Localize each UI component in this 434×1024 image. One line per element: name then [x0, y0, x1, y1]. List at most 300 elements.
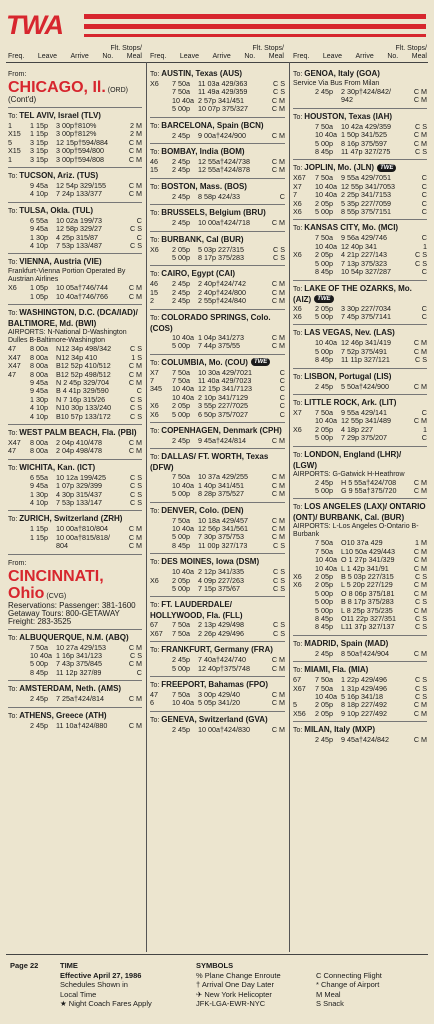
destination-name: COLUMBIA, Mo.: [161, 357, 223, 367]
flight-stops-meal: C M: [271, 435, 285, 445]
flight-arrive-no: 10 00a†424/830: [198, 724, 250, 734]
destination-block: [293, 395, 427, 447]
flight-freq: [293, 131, 315, 139]
destination-name: FREEPORT, Bahamas: [161, 680, 244, 690]
destination-name: COPENHAGEN, Denmark: [161, 425, 258, 435]
destination-code: (BWI): [75, 319, 97, 329]
flight-arrive-no: 7 25a†424/814: [56, 694, 104, 704]
to-label: To:: [8, 634, 20, 642]
flight-stops-meal: C M: [271, 287, 285, 297]
flight-arrive-no: 7 43p 375/845: [56, 659, 102, 669]
flight-stops-meal: C M: [128, 541, 142, 551]
flight-arrive-no: 2 04p 498/478: [56, 446, 102, 456]
flight-row: [293, 268, 427, 276]
destination-code: (AUS): [219, 69, 243, 78]
flight-freq: 47: [8, 344, 16, 354]
flight-stops-meal: C M: [128, 181, 142, 191]
flight-freq: [293, 234, 315, 242]
destination-name: VIENNA, Austria: [19, 257, 82, 267]
destination-code: (LAS): [373, 328, 395, 338]
destination-block: [293, 109, 427, 161]
flight-freq: [150, 219, 172, 227]
flight-freq: [293, 383, 315, 391]
destination-block: [150, 118, 285, 144]
flight-leave: 5 00p: [315, 605, 333, 615]
flight-leave: 8 00a: [30, 352, 48, 362]
destination-name: WASHINGTON, D.C. (DCA/IAD)/ BALTIMORE, Md.: [8, 308, 138, 329]
destination-name: DENVER, Colo.: [161, 505, 220, 515]
flight-leave: 2 05p: [172, 244, 190, 254]
flight-leave: 5 00p: [172, 341, 190, 351]
flight-row: [293, 736, 427, 744]
flight-freq: [150, 97, 172, 105]
destination-name: MILAN, Italy: [304, 725, 351, 735]
destination-title: [293, 372, 427, 383]
destination-name: DALLAS/ FT. WORTH, Texas: [161, 452, 269, 462]
flight-stops-meal: C S: [273, 79, 285, 88]
flight-leave: 10 40a: [315, 181, 337, 191]
to-label: To:: [150, 122, 162, 130]
symbols-legend: [196, 961, 281, 1009]
flight-leave: 8 00a: [30, 344, 48, 354]
flight-freq: [8, 482, 30, 490]
flight-stops-meal: C M: [413, 138, 427, 148]
flight-leave: 2 05p: [172, 575, 190, 585]
destination-code: (ZRH): [100, 514, 123, 524]
flight-freq: 2: [150, 296, 154, 306]
flight-arrive-no: 12 55p 341/7053: [341, 181, 395, 191]
flight-leave: 2 45p: [172, 279, 190, 289]
flight-freq: 67: [293, 675, 301, 685]
col-header-freq: Freq.: [8, 53, 25, 60]
flight-leave: 10 40a: [315, 190, 337, 200]
flight-freq: [150, 585, 172, 593]
destination-code: (AIZ): [293, 294, 312, 304]
flight-arrive-no: 10 27a 429/153: [56, 642, 106, 652]
flight-stops-meal: C: [421, 303, 427, 313]
destination-name: ALBUQUERQUE, N.M.: [19, 632, 104, 642]
origin-from-label: From:: [8, 71, 27, 78]
flight-stops-meal: C S: [273, 540, 285, 550]
destination-block: [293, 66, 427, 109]
flight-stops-meal: C: [421, 433, 427, 443]
flight-freq: 15: [150, 165, 158, 175]
to-label: To:: [293, 727, 305, 735]
flight-leave: 5 00p: [315, 485, 333, 495]
flight-leave: 2 05p: [315, 303, 333, 313]
flight-leave: 7 50a: [172, 628, 190, 638]
flight-leave: 9 45a: [30, 224, 48, 234]
symbol-line: JFK-LGA-EWR-NYC: [196, 999, 266, 1008]
to-label: To:: [293, 640, 305, 648]
flight-arrive-no: 7 30p 375/753: [198, 532, 244, 542]
flight-stops-meal: C M: [413, 605, 427, 615]
destination-code: (MCI): [378, 223, 399, 233]
destination-block: [150, 597, 285, 642]
flight-freq: 46: [150, 157, 158, 167]
flight-freq: [293, 548, 315, 556]
flight-stops-meal: C M: [271, 104, 285, 114]
flight-arrive-no: B 5 03p 227/315: [341, 572, 394, 581]
to-label: To:: [293, 330, 305, 338]
flight-row: [8, 242, 142, 250]
destination-block: [150, 66, 285, 118]
col-header-arrive: Arrive: [70, 53, 89, 60]
flight-leave: 8 45p: [315, 147, 333, 157]
flight-arrive-no: 10 05a†746/744: [56, 283, 108, 293]
flight-leave: 8 00a: [30, 369, 48, 379]
flight-leave: 1 30p: [30, 232, 48, 242]
flight-arrive-no: O 1 27p 341/329: [341, 555, 395, 565]
flight-freq: [8, 242, 30, 250]
flight-stops-meal: C: [279, 367, 285, 377]
flight-freq: X15: [8, 146, 21, 156]
flight-arrive-no: B10 57p 133/172: [56, 411, 111, 421]
flight-arrive-no: 1 16p 341/123: [56, 651, 102, 660]
symbol-line: M Meal: [316, 989, 341, 999]
flight-freq: [8, 234, 30, 242]
col-header-arrive: Arrive: [212, 53, 231, 60]
destination-block: [293, 636, 427, 662]
destination-title: [293, 69, 427, 80]
time-legend: [60, 961, 152, 1009]
to-label: To:: [8, 259, 20, 267]
flight-stops-meal: C M: [271, 515, 285, 525]
header-stripe: [84, 24, 426, 29]
destination-note: Frankfurt-Vienna Portion Operated By Austrian Airlines: [8, 268, 126, 284]
flight-arrive-no: 12 40p 341: [341, 241, 377, 251]
flight-arrive-no: 12 15p 341/7123: [198, 384, 252, 394]
flight-freq: [150, 726, 172, 734]
flight-leave: 1 15p: [30, 532, 48, 542]
flight-stops-meal: C M: [271, 532, 285, 542]
flight-leave: 2 45p: [172, 191, 190, 201]
flight-row: [293, 383, 427, 391]
column-divider: [289, 62, 290, 952]
destination-name: BURBANK, Cal: [161, 234, 219, 244]
destination-block: [293, 220, 427, 280]
schedule-column-3: [293, 66, 427, 952]
flight-stops-meal: C M: [128, 694, 142, 704]
flight-arrive-no: 9 55a 429/141: [341, 407, 387, 417]
flight-leave: 2 05p: [315, 198, 333, 208]
flight-leave: 2 45p: [172, 157, 190, 167]
flight-arrive-no: 7 24p 133/377: [56, 189, 102, 199]
flight-stops-meal: C M: [413, 700, 427, 710]
to-label: To:: [150, 183, 162, 191]
flight-leave: 10 40a: [315, 130, 337, 140]
flight-leave: 6 55a: [30, 215, 48, 225]
flight-arrive-no: 4 25p 315/87: [56, 232, 98, 242]
flight-freq: [8, 695, 30, 703]
flight-freq: [293, 556, 315, 564]
flight-arrive-no: B12 52p 498/512: [56, 369, 111, 379]
destination-name: LONDON, England (LHR)/ (LGW): [293, 449, 402, 470]
destination-code: (BRU): [243, 208, 266, 218]
flight-row: [293, 650, 427, 658]
flight-leave: 7 50a: [172, 472, 190, 482]
flight-stops-meal: 1: [423, 241, 427, 251]
flight-stops-meal: C: [421, 233, 427, 243]
flight-stops-meal: C M: [271, 698, 285, 708]
flight-stops-meal: C S: [415, 622, 427, 632]
origin-city-name: CHICAGO, Il.: [8, 79, 106, 96]
twe-badge-icon: TWE: [377, 164, 396, 172]
destination-code: (CAI): [215, 269, 236, 279]
destination-code: (DFW): [150, 463, 174, 473]
flight-arrive-no: 12 55a†424/878: [198, 165, 250, 175]
flight-freq: X6: [293, 424, 302, 434]
to-label: To:: [293, 225, 305, 233]
to-label: To:: [150, 149, 162, 157]
flight-arrive-no: 2 40p†424/800: [198, 287, 246, 297]
destination-name: TULSA, Okla.: [19, 205, 70, 215]
destination-block: [8, 254, 142, 305]
flight-row: [150, 585, 285, 593]
flight-leave: 7 50a: [315, 407, 333, 417]
flight-leave: 7 50a: [172, 690, 190, 700]
flight-stops-meal: C S: [130, 497, 142, 507]
flight-stops-meal: C M: [271, 296, 285, 306]
flight-stops-meal: C M: [128, 291, 142, 301]
flight-leave: 10 40a: [172, 698, 194, 708]
to-label: To:: [293, 113, 305, 121]
flight-stops-meal: C: [136, 667, 142, 677]
destination-title: [150, 506, 285, 517]
flight-leave: 7 50a: [315, 233, 333, 243]
flight-freq: [8, 379, 30, 387]
flight-arrive-no: H 5 55a†424/708: [341, 477, 397, 487]
col-header-leave: Leave: [37, 53, 57, 60]
flight-freq: 1: [8, 121, 12, 130]
flight-arrive-no: 804: [56, 541, 68, 551]
column-divider: [146, 62, 147, 952]
flight-leave: 9 45a: [30, 377, 48, 387]
destination-name: KANSAS CITY, Mo.: [304, 223, 376, 233]
symbol-line: S Snack: [316, 999, 344, 1008]
flight-leave: 5 00p: [315, 588, 333, 598]
flight-stops-meal: C S: [415, 614, 427, 624]
flight-leave: 7 50a: [172, 375, 190, 385]
destination-name: BOMBAY, India: [161, 147, 219, 157]
origin-city-code: (ORD): [107, 87, 128, 94]
destination-note: AIRPORTS: G-Gatwick H-Heathrow: [293, 470, 405, 478]
origin-from-label: From:: [8, 559, 27, 567]
flight-freq: 47: [8, 446, 16, 456]
flight-stops-meal: C: [421, 267, 427, 277]
flight-stops-meal: C: [136, 386, 142, 396]
flight-arrive-no: 10 00a†424/718: [198, 218, 250, 228]
flight-freq: [150, 193, 172, 201]
to-label: To:: [8, 310, 20, 318]
flight-freq: 7: [293, 190, 297, 200]
flight-freq: [8, 525, 30, 533]
flight-stops-meal: 1 M: [415, 538, 427, 548]
origin-city-name: CINCINNATI, Ohio: [8, 567, 104, 602]
flight-freq: [8, 217, 30, 225]
flight-stops-meal: C M: [271, 724, 285, 734]
flight-arrive-no: 4 21p 227/143: [341, 250, 387, 260]
flight-stops-meal: C: [421, 207, 427, 217]
flight-freq: [8, 644, 30, 652]
flight-row: [150, 219, 285, 227]
flight-row: [150, 630, 285, 638]
destination-block: [8, 555, 142, 630]
flight-stops-meal: C M: [271, 279, 285, 289]
flight-stops-meal: 2 M: [130, 129, 142, 139]
flight-leave: 2 45p: [315, 87, 333, 96]
destination-code: (DSM): [236, 557, 260, 567]
to-label: To:: [150, 647, 162, 655]
flight-leave: 10 40a: [315, 416, 337, 426]
destination-code: (FPO): [246, 680, 269, 690]
flight-leave: 5 00p: [315, 138, 333, 148]
flight-leave: 4 10p: [30, 189, 48, 199]
flight-freq: [293, 140, 315, 148]
flight-freq: X6: [293, 311, 302, 321]
flight-row: [8, 190, 142, 198]
flight-stops-meal: C M: [413, 735, 427, 745]
col-header-no: No.: [244, 53, 256, 60]
flight-freq: [150, 473, 172, 481]
flight-freq: [150, 342, 172, 350]
destination-name: MADRID, Spain: [304, 638, 363, 648]
flight-arrive-no: 12 46p 341/419: [341, 338, 391, 348]
flight-stops-meal: C M: [413, 381, 427, 391]
destination-code: (BCN): [240, 120, 264, 130]
flight-leave: 8 00a: [30, 446, 48, 456]
flight-freq: 345: [150, 384, 162, 394]
flight-leave: [30, 542, 56, 550]
flight-stops-meal: C M: [271, 655, 285, 665]
flight-freq: [150, 88, 172, 96]
flight-arrive-no: 3 55p 227/7025: [198, 401, 248, 411]
flight-arrive-no: G 9 55a†375/720: [341, 485, 397, 495]
flight-freq: [8, 491, 30, 499]
origin-city-block: [8, 558, 142, 626]
flight-stops-meal: C: [136, 215, 142, 225]
destination-code: (TLV): [81, 111, 101, 120]
flight-row: [150, 542, 285, 550]
destination-block: [150, 554, 285, 597]
flight-row: [293, 356, 427, 364]
flight-stops-meal: C M: [271, 165, 285, 175]
flight-arrive-no: 12 58p 329/27: [56, 224, 102, 234]
flight-freq: [8, 190, 30, 198]
destination-name: LAKE OF THE OZARKS, Mo.: [304, 283, 412, 293]
flight-arrive-no: 9 55a 429/7051: [341, 173, 391, 183]
flight-leave: 2 45p: [172, 287, 190, 297]
origin-city-block: [8, 69, 142, 104]
flight-arrive-no: 8 58p 424/33: [198, 191, 240, 201]
flight-freq: [150, 105, 172, 113]
destination-code: (COU): [224, 357, 248, 367]
flight-stops-meal: C M: [128, 720, 142, 730]
destination-title: [8, 633, 142, 644]
destination-name: JOPLIN, Mo.: [304, 163, 352, 173]
to-label: To:: [293, 373, 305, 381]
flight-row: [150, 193, 285, 201]
flight-freq: [150, 334, 172, 342]
destination-name: BRUSSELS, Belgium: [161, 208, 241, 218]
flight-leave: 5 00p: [172, 663, 190, 673]
flight-leave: 4 10p: [30, 403, 48, 413]
flight-freq: [150, 525, 172, 533]
flight-leave: 10 40a: [315, 241, 337, 251]
flight-stops-meal: C S: [415, 597, 427, 607]
flight-row: [293, 434, 427, 442]
col-header-leave: Leave: [322, 53, 342, 60]
flight-freq: X6: [293, 580, 302, 590]
flight-freq: X67: [293, 683, 306, 693]
flight-stops-meal: C S: [415, 147, 427, 157]
destination-code: (MXP): [352, 725, 375, 735]
destination-code: (DEN): [221, 505, 244, 515]
destination-code: (FRA): [251, 645, 273, 655]
flight-freq: [293, 539, 315, 547]
flight-arrive-no: 6 50p 375/7027: [198, 409, 248, 419]
flight-arrive-no: 2 26p 429/496: [198, 628, 244, 638]
flight-leave: 7 50a: [172, 620, 190, 630]
flight-leave: 5 00p: [315, 346, 333, 356]
flight-row: [150, 166, 285, 174]
destination-block: [8, 425, 142, 460]
symbol-line: % Plane Change Enroute: [196, 970, 281, 980]
flight-leave: 2 45p: [172, 655, 190, 665]
flight-arrive-no: 9 45a†424/814: [198, 435, 246, 445]
flight-arrive-no: 7 53p 133/147: [56, 497, 102, 507]
col-header-meal: Meal: [126, 53, 142, 60]
flight-leave: 2 45p: [172, 165, 190, 175]
to-label: To:: [150, 271, 162, 279]
flight-leave: 4 10p: [30, 497, 48, 507]
col-header-freq: Freq.: [150, 53, 167, 60]
flight-leave: 4 10p: [30, 241, 48, 251]
destination-code: (BOS): [224, 181, 247, 191]
flight-row: [8, 156, 142, 164]
flight-freq: [8, 182, 30, 190]
flight-leave: 2 45p: [172, 218, 190, 228]
flight-leave: 2 45p: [315, 477, 333, 487]
flight-stops-meal: C M: [413, 95, 427, 105]
to-label: To:: [8, 686, 20, 694]
flight-freq: [293, 339, 315, 347]
flight-leave: 5 00p: [172, 489, 190, 499]
flight-arrive-no: L11 37p 327/137: [341, 622, 395, 632]
flight-leave: 10 40a: [315, 692, 337, 702]
flight-arrive-no: 1 07p 329/399: [56, 481, 102, 491]
flight-arrive-no: 10 12a 199/425: [56, 472, 106, 482]
flight-arrive-no: 10 40a†746/766: [56, 291, 108, 301]
flight-row: [150, 105, 285, 113]
flight-row: [293, 313, 427, 321]
flight-stops-meal: C S: [415, 683, 427, 693]
flight-freq: X47: [8, 437, 21, 447]
time-line: Effective April 27, 1986: [60, 970, 142, 980]
flight-leave: 7 50a: [172, 515, 190, 525]
destination-code: (BUR): [220, 234, 244, 244]
flight-stops-meal: C M: [271, 157, 285, 167]
flight-leave: 7 50a: [172, 79, 190, 88]
destination-name: LISBON, Portugal: [304, 371, 372, 381]
flight-arrive-no: 8 50a†424/904: [341, 648, 389, 658]
to-label: To:: [293, 399, 305, 407]
col-header-flt: Flt. Stops/: [252, 45, 284, 52]
flight-stops-meal: C M: [128, 642, 142, 652]
flight-arrive-no: 7 45p 375/7141: [341, 311, 391, 321]
flight-freq: [293, 356, 315, 364]
destination-block: [293, 281, 427, 326]
